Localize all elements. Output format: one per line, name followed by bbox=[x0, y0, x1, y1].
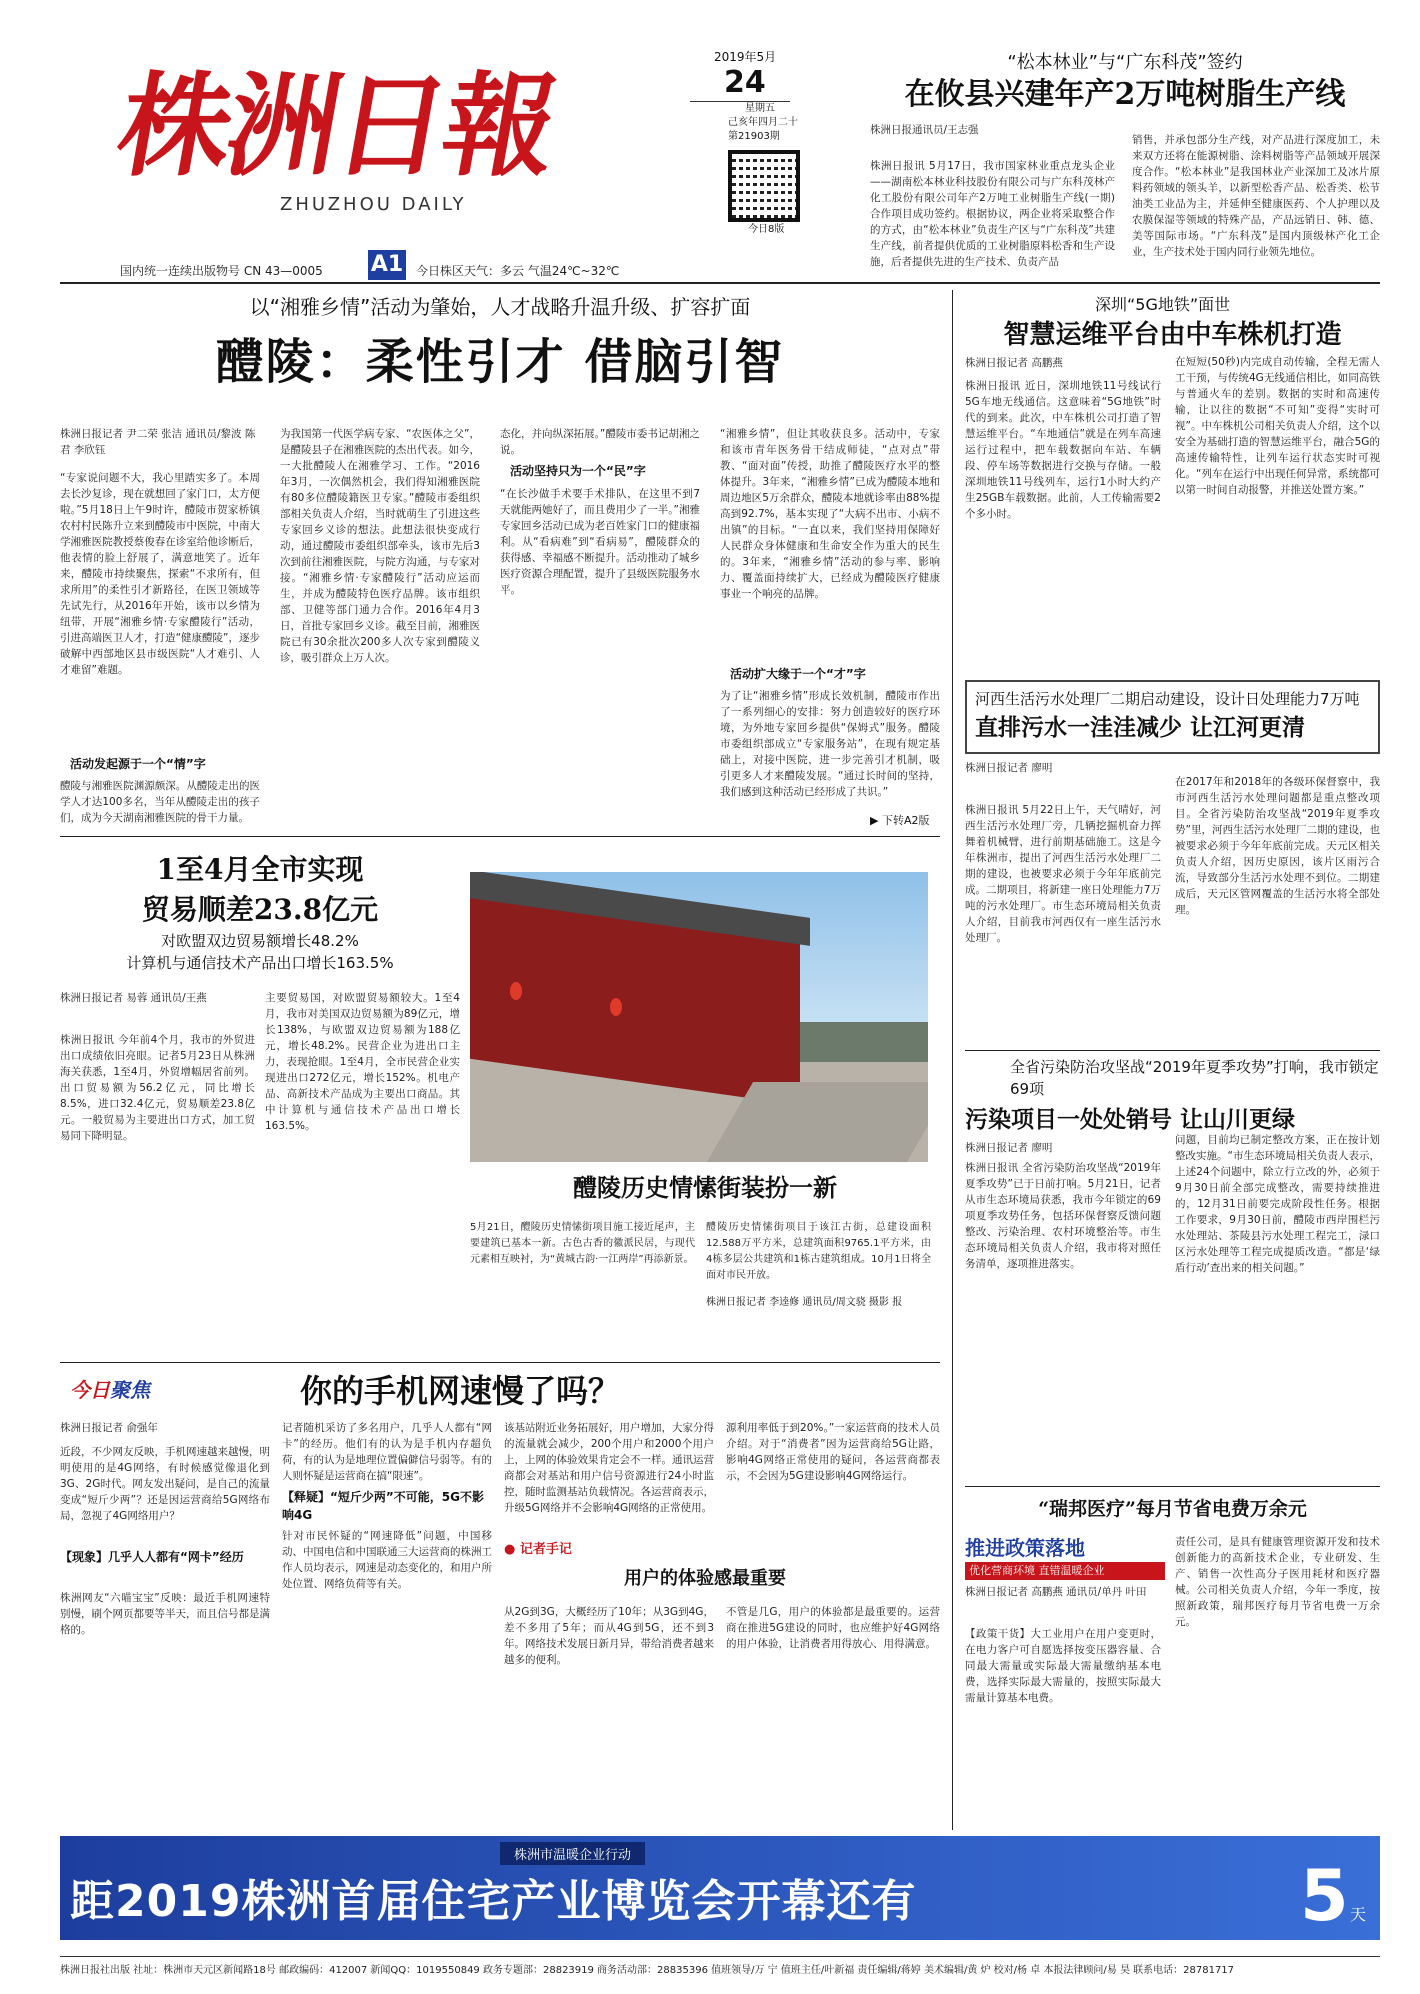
date-day: 24 bbox=[690, 65, 790, 102]
focus-sub2: 【释疑】“短斤少两”不可能，5G不影响4G bbox=[282, 1490, 484, 1522]
reporter-note-1: 从2G到3G，大概经历了10年；从3G到4G，差不多用了5年；而从4G到5G，还不到3年。网络技术发展日新月异，带给消费者越来越多的便利。 bbox=[504, 1606, 714, 1666]
ad-article bbox=[965, 1492, 1380, 1832]
top-story bbox=[870, 48, 1380, 268]
focus-title: 你的手机网速慢了吗？ bbox=[300, 1372, 621, 1410]
ad-badge bbox=[965, 1534, 1165, 1580]
ad-badge-ribbon: 优化营商环境 直错温暖企业 bbox=[965, 1562, 1165, 1580]
expo-banner-label: 株洲市温暖企业行动 bbox=[500, 1842, 645, 1865]
river-col2: 在2017年和2018年的各级环保督察中，我市河西生活污水处理问题都是重点整改项目。全省污染防治攻坚战“2019年夏季攻势”里，河西生活污水处理厂二期的建设，也被要求必须于今年年底前完成。天元区相关负责人介绍，因历史原因，该片区雨污合流，导致部分生活污水处理不到位。二期建成后，天元区管网覆盖的生活污水将全部处理。 bbox=[1175, 776, 1380, 916]
trade-col1: 株洲日报讯 今年前4个月，我市的外贸进出口成绩依旧亮眼。记者5月23日从株洲海关获悉，1至4月，外贸增幅居省前列。出口贸易额为56.2亿元，同比增长8.5%，进口32.4亿元，贸易顺差23.8亿元。一般贸易为主要进出口方式，加工贸易同下降明显。 bbox=[60, 1034, 255, 1142]
pollution-article bbox=[965, 1056, 1380, 1486]
river-article bbox=[965, 680, 1380, 1050]
focus-col3: 该基站附近业务拓展好，用户增加，大家分得的流量就会减少，200个用户和2000个用户上，上网的体验效果肯定会不一样。通讯运营商都会对基站和用户信号资源进行24小时监控，随时监测基站负载情况。各运营商表示，升级5G网络并不会影响4G网络的正常使用。 bbox=[504, 1422, 714, 1514]
pollution-rule bbox=[965, 1486, 1380, 1487]
pollution-col2: 问题，目前均已制定整改方案，正在按计划整改实施。“市生态环境局相关负责人表示，上述24个问题中，除立行立改的外，必须于9月30日前全部完成整改，需要持续推进的，12月31日前要完成阶段性任务。根据工作要求，9月30日前，醴陵市西岸围栏污水处理站、茶陵县污水处理工程完工，渌口区污水处理等工程完成提质改造。“都是‘绿盾行动’查出来的相关问题。” bbox=[1175, 1134, 1380, 1274]
feature-kicker: 以“湘雅乡情”活动为肇始，人才战略升温升级、扩容扩面 bbox=[249, 295, 751, 319]
river-byline: 株洲日报记者 廖明 bbox=[965, 762, 1053, 774]
feature-turn-page[interactable] bbox=[870, 812, 930, 828]
date-year-month: 2019年5月 bbox=[714, 50, 777, 64]
river-title: 直排污水一洼洼减少 让江河更清 bbox=[975, 714, 1306, 741]
metro-kicker: 深圳“5G地铁”面世 bbox=[1095, 295, 1231, 314]
reporter-note-label bbox=[504, 1538, 572, 1557]
feature-sub1: 活动发起源于一个“情”字 bbox=[70, 757, 206, 771]
focus-article bbox=[60, 1368, 940, 1832]
metro-col1: 株洲日报讯 近日，深圳地铁11号线试行5G车地无线通信。这意味着“5G地铁”时代的到来。此次，中车株机公司打造了智慧运维平台。“车地通信”就是在列车高速运行过程中，把车载数据向车站、车辆段、停车场等数据进行交换与存储。一般深圳地铁11号线列车，运行1小时大约产生25GB车载数据。此前，人工传输需要2个多小时。 bbox=[965, 380, 1161, 520]
focus-col2b: 针对市民怀疑的“网速降低”问题，中国移动、中国电信和中国联通三大运营商的株洲工作人员均表示，网速是动态变化的，和用户所处位置、网络负荷等有关。 bbox=[282, 1530, 492, 1590]
focus-col4: 源利用率低于到20%。”一家运营商的技术人员介绍。对于“消费者”因为运营商给5G让路，影响4G网络正常使用的疑问，各运营商都表示，不会因为5G建设影响4G网络运行。 bbox=[726, 1422, 940, 1482]
metro-title: 智慧运维平台由中车株机打造 bbox=[1003, 320, 1342, 350]
top-story-col1: 株洲日报讯 5月17日，我市国家林业重点龙头企业——湖南松本林业科技股份有限公司与广东科茂林产化工股份有限公司年产2万吨工业树脂生产线(一期)合作项目成功签约。根据协议，两企业将采取整合作的方式，由“松本林业”负责生产区与“广东科茂”共建生产线，前者提供优质的工业树脂原料松香和生产设施，后者提供先进的生产技术、负责产品 bbox=[870, 160, 1115, 268]
metro-col2: 在短短(50秒)内完成自动传输，全程无需人工干预，与传统4G无线通信相比，如同高铁与普通火车的差别。数据的实时和高速传输，让以往的数据“不可知”变得“实时可视”。中车株机公司相关负责人介绍，这个以安全为基础打造的智慧运维平台，融合5G的高速传输特性，让列车运行状态实时可视化。“列车在运行中出现任何异常，系统都可以第一时间自动报警，并推送处置方案。” bbox=[1175, 356, 1380, 496]
focus-sub1: 【现象】几乎人人都有“网卡”经历 bbox=[60, 1550, 244, 1564]
feature-col4: “湘雅乡情”，但让其收获良多。活动中，专家和该市青年医务骨干结成师徒，“点对点”带教、“面对面”传授，助推了醴陵医疗水平的整体提升。3年来，“湘雅乡情”已成为醴陵本地和周边地区5万余群众，醴陵本地就诊率由88%提高到92.7%，基本实现了“大病不出市、小病不出镇”的目标。“一直以来，我们坚持用保障好人民群众身体健康和生命安全作为重大的民生的。3年来，“湘雅乡情”活动的参与率、影响力、覆盖面持续扩大，已经成为醴陵医疗健康事业一个响亮的品牌。 bbox=[720, 428, 940, 600]
river-rule bbox=[965, 1050, 1380, 1051]
feature-col3b: “在长沙做手术要手术排队，在这里不到7天就能两她好了，而且费用少了一半。”湘雅专家回乡活动已成为老百姓家门口的健康福利。从“看病难”到“看病易”，醴陵群众的获得感、幸福感不断提升。活动推动了城乡医疗资源合理配置，提升了县级医院服务水平。 bbox=[500, 488, 700, 596]
date-pages: 今日8版 bbox=[748, 224, 785, 235]
pen-icon: ● bbox=[504, 1542, 516, 1557]
masthead-cn-code: 国内统一连续出版物号 CN 43—0005 bbox=[120, 264, 323, 278]
masthead bbox=[60, 42, 680, 282]
river-kicker: 河西生活污水处理厂二期启动建设，设计日处理能力7万吨 bbox=[975, 690, 1360, 708]
photo-block bbox=[470, 872, 940, 1342]
top-story-byline: 株洲日报通讯员/王志强 bbox=[870, 124, 979, 136]
ad-kicker: “瑞邦医疗”每月节省电费万余元 bbox=[1038, 1498, 1307, 1520]
feature-byline: 株洲日报记者 尹二荣 张洁 通讯员/黎波 陈君 李欣钰 bbox=[60, 428, 256, 456]
river-col1: 株洲日报讯 5月22日上午，天气晴好，河西生活污水处理厂旁，几辆挖掘机奋力挥舞着机械臂，进行前期基础施工。这是今年株洲市，提出了河西生活污水处理厂二期的建设，也被要求必须于今年年底前完成。二期项目，将新建一座日处理能力7万吨的污水处理厂。市生态环境局相关负责人介绍，目前我市河西仅有一座生活污水处理厂。 bbox=[965, 804, 1161, 944]
trade-title-2: 贸易顺差23.8亿元 bbox=[141, 893, 379, 926]
ad-badge-title: 推进政策落地 bbox=[965, 1536, 1085, 1560]
trade-byline: 株洲日报记者 易蓉 通讯员/王燕 bbox=[60, 992, 207, 1004]
trade-subtitle-2: 计算机与通信技术产品出口增长163.5% bbox=[126, 954, 394, 972]
photo-credit: 株洲日报记者 李逵修 通讯员/周文骁 摄影 报 bbox=[706, 1297, 903, 1308]
qr-code bbox=[728, 150, 800, 222]
weather: 今日株区天气：多云 气温24℃~32℃ bbox=[416, 264, 620, 278]
feature-article bbox=[60, 290, 940, 830]
footer: 株洲日报社出版 社址：株洲市天元区新闻路18号 邮政编码：412007 新闻QQ：1019550849 政务专题部：28823919 商务活动部：28835396 值班领导/万 宁 值班主任/叶新福 责任编辑/蒋婷 美术编辑/黄 炉 校对/杨 卓 本报法律顾问/易 昊 联系电话：28781717 bbox=[60, 1956, 1380, 1976]
focus-col2: 记者随机采访了多名用户，几乎人人都有“网卡”的经历。他们有的认为是手机内存超负荷，有的认为是地理位置偏僻信号弱等。有的人则怀疑是运营商在搞“限速”。 bbox=[282, 1422, 492, 1482]
arrow-right-icon: ▶ bbox=[870, 814, 879, 827]
ad-byline: 株洲日报记者 高鹏燕 通讯员/单丹 叶田 bbox=[965, 1586, 1147, 1598]
masthead-title: 株洲日報 bbox=[108, 61, 564, 192]
masthead-en: ZHUZHOU DAILY bbox=[280, 194, 467, 215]
feature-col1b: 醴陵与湘雅医院渊源颇深。从醴陵走出的医学人才达100多名，当年从醴陵走出的孩子们，成为今天湖南湘雅医院的骨干力量。 bbox=[60, 780, 260, 824]
focus-byline: 株洲日报记者 俞强年 bbox=[60, 1422, 158, 1434]
date-lunar: 己亥年四月二十 bbox=[728, 117, 798, 128]
trade-col2: 主要贸易国，对欧盟贸易额较大。1至4月，我市对美国双边贸易额为89亿元，增长138%，与欧盟双边贸易额为188亿元，增长48.2%。民营企业为进出口主力，表现抢眼。1至4月，全市民营企业实现进出口272亿元，增长152%。机电产品、高新技术产品成为主要出口商品。其中计算机与通信技术产品出口增长163.5%。 bbox=[265, 992, 460, 1132]
masthead-rule bbox=[60, 282, 1380, 284]
focus-logo-a: 今日 bbox=[70, 1378, 110, 1402]
feature-rule bbox=[60, 836, 940, 837]
feature-col1: “专家说问题不大，我心里踏实多了。本周去长沙复诊，现在就想回了家门口，太方便啦。”5月18日上午9时许，醴陵市贺家桥镇农村村民陈升立来到醴陵市中医院，中南大学湘雅医院教授蔡俊春在诊室给他诊断后，他表情的脸上舒展了，满意地笑了。近年来，醴陵市持续聚焦，探索“不求所有，但求所用”的柔性引才新路径，在医卫领域等先试先行，从2016年开始，该市以乡情为纽带，开展“湘雅乡情·专家醴陵行”活动，引进高端医卫人才，打造“健康醴陵”，逐步破解中西部地区县市级医院“人才难引、人才难留”难题。 bbox=[60, 472, 260, 676]
feature-sub2: 活动坚持只为一个“民”字 bbox=[510, 464, 646, 478]
focus-col1b: 株洲网友“六喵宝宝”反映：最近手机网速特别慢，刷个网页都要等半天，而且信号都是满格的。 bbox=[60, 1592, 270, 1636]
expo-banner-days: 5 bbox=[1300, 1855, 1349, 1937]
feature-sub3: 活动扩大缘于一个“才”字 bbox=[730, 667, 866, 681]
metro-article bbox=[965, 292, 1380, 672]
feature-col2: 为我国第一代医学病专家、“农医体之父”，是醴陵县子在湘雅医院的杰出代表。如今，一大批醴陵人在湘雅学习、工作。“2016年3月，一次偶然机会，我们得知湘雅医院有80多位醴陵籍医卫专家。”醴陵市委组织部相关负责人介绍，当时就萌生了引进这些专家回乡义诊的想法。此想法很快变成行动，通过醴陵市委组织部牵头，该市先后3次到前往湘雅医院，与院方沟通，与专家对接。“湘雅乡情·专家醴陵行”活动应运而生，并成为醴陵特色医疗品牌。该市组织部、卫健等部门通力合作。2016年4月3日，首批专家回乡义诊。截至目前，湘雅医院已有30余批次200多人次专家到醴陵义诊，吸引群众上万人次。 bbox=[280, 428, 480, 664]
feature-title: 醴陵：柔性引才 借脑引智 bbox=[215, 334, 785, 390]
date-issue: 第21903期 bbox=[728, 131, 780, 142]
metro-byline: 株洲日报记者 高鹏燕 bbox=[965, 357, 1063, 369]
pollution-byline: 株洲日报记者 廖明 bbox=[965, 1142, 1053, 1154]
page-number: A1 bbox=[368, 250, 406, 280]
trade-subtitle-1: 对欧盟双边贸易额增长48.2% bbox=[161, 932, 359, 950]
top-story-title: 在攸县兴建年产2万吨树脂生产线 bbox=[904, 77, 1346, 112]
expo-banner bbox=[60, 1836, 1380, 1940]
focus-logo-b: 聚焦 bbox=[110, 1378, 150, 1402]
expo-banner-unit: 天 bbox=[1350, 1905, 1367, 1924]
ad-col1: 【政策干货】大工业用户在用户变更时，在电力客户可自愿选择按变压器容量、合同最大需量或实际最大需量缴纳基本电费，选择实际最大需量的，按照实际最大需量计算基本电费。 bbox=[965, 1628, 1161, 1704]
ad-col2: 责任公司，是具有健康管理资源开发和技术创新能力的高新技术企业，专业研发、生产、销售一次性高分子医用耗材和医疗器械。公司相关负责人介绍，今年一季度，按照新政策，瑞邦医疗每月节省电费一万余元。 bbox=[1175, 1536, 1380, 1628]
photo-text-2: 醴陵历史情愫街项目于该江古街，总建设面积12.588万平方米，总建筑面积9765.1平方米，由4栋多层公共建筑和1栋古建筑组成。10月1日将全面对市民开放。 bbox=[706, 1222, 931, 1281]
focus-col1: 近段，不少网友反映，手机网速越来越慢，明明使用的是4G网络，有时候感觉像退化到3G、2G时代。网友发出疑问，是自己的流量变成“短斤少两”？还是因运营商给5G网络布局，忽视了4G网络用户？ bbox=[60, 1446, 270, 1522]
date-box bbox=[690, 48, 840, 268]
trade-article bbox=[60, 842, 460, 1362]
feature-col3: 态化，并向纵深拓展。”醴陵市委书记胡湘之说。 bbox=[500, 428, 700, 456]
middle-rule bbox=[60, 1362, 940, 1363]
feature-turn-label: 下转A2版 bbox=[881, 814, 930, 827]
top-story-col2: 销售，并承包部分生产线，对产品进行深度加工，未来双方还将在能源树脂、涂料树脂等产品领域开展深度合作。“松本林业”是我国林业产业深加工及冰片原料药领域的领头羊，以新型松香产品、松香类、松节油类工业品为主，并延伸至健康医药、个人护理以及农膜保湿等领域的特殊产品，产品远销日、韩、德、美等国际市场。“广东科茂”是国内顶级林产化工企业，生产技术处于国内同行业领先地位。 bbox=[1132, 134, 1380, 258]
focus-logo bbox=[70, 1374, 150, 1403]
street-photo bbox=[470, 872, 928, 1162]
pollution-title: 污染项目一处处销号 让山川更绿 bbox=[965, 1106, 1296, 1133]
photo-caption: 醴陵历史情愫街装扮一新 bbox=[573, 1173, 837, 1202]
photo-text-1: 5月21日，醴陵历史情愫街项目施工接近尾声，主要建筑已基本一新。古色古香的徽派民居，与现代元素相互映衬，为“黄城古韵·一江两岸”再添新景。 bbox=[470, 1222, 695, 1265]
reporter-note-label-text: 记者手记 bbox=[519, 1542, 572, 1557]
right-column-divider bbox=[952, 290, 953, 1830]
pollution-kicker: 全省污染防治攻坚战“2019年夏季攻势”打响，我市锁定69项 bbox=[1010, 1058, 1379, 1098]
feature-col4b: 为了让“湘雅乡情”形成长效机制，醴陵市作出了一系列细心的安排：努力创造较好的医疗环境，为外地专家回乡提供“保姆式”服务。醴陵市委组织部成立“专家服务站”，在现有规定基础上，对接中医院，进一步完善引才机制，吸引更多人才来醴陵发展。“通过长时间的坚持，我们感到这种活动已经形成了共识。” bbox=[720, 690, 940, 798]
reporter-note-title: 用户的体验感最重要 bbox=[624, 1568, 786, 1589]
reporter-note-2: 不管是几G，用户的体验都是最重要的。运营商在推进5G建设的同时，也应维护好4G网络的用户体验，让消费者用得放心、用得满意。 bbox=[726, 1606, 940, 1650]
trade-title-1: 1至4月全市实现 bbox=[156, 853, 364, 886]
date-weekday: 星期五 bbox=[745, 103, 775, 114]
pollution-col1: 株洲日报讯 全省污染防治攻坚战“2019年夏季攻势”已于日前打响。5月21日，记者从市生态环境局获悉，我市今年锁定的69项夏季攻势任务，包括环保督察反馈问题整改、污染治理、农村环境整治等。市生态环境局相关负责人介绍，我市将对照任务清单，逐项推进落实。 bbox=[965, 1162, 1161, 1270]
top-story-kicker: “松本林业”与“广东科茂”签约 bbox=[1007, 52, 1243, 73]
expo-banner-text: 距2019株洲首届住宅产业博览会开幕还有 bbox=[70, 1876, 917, 1927]
